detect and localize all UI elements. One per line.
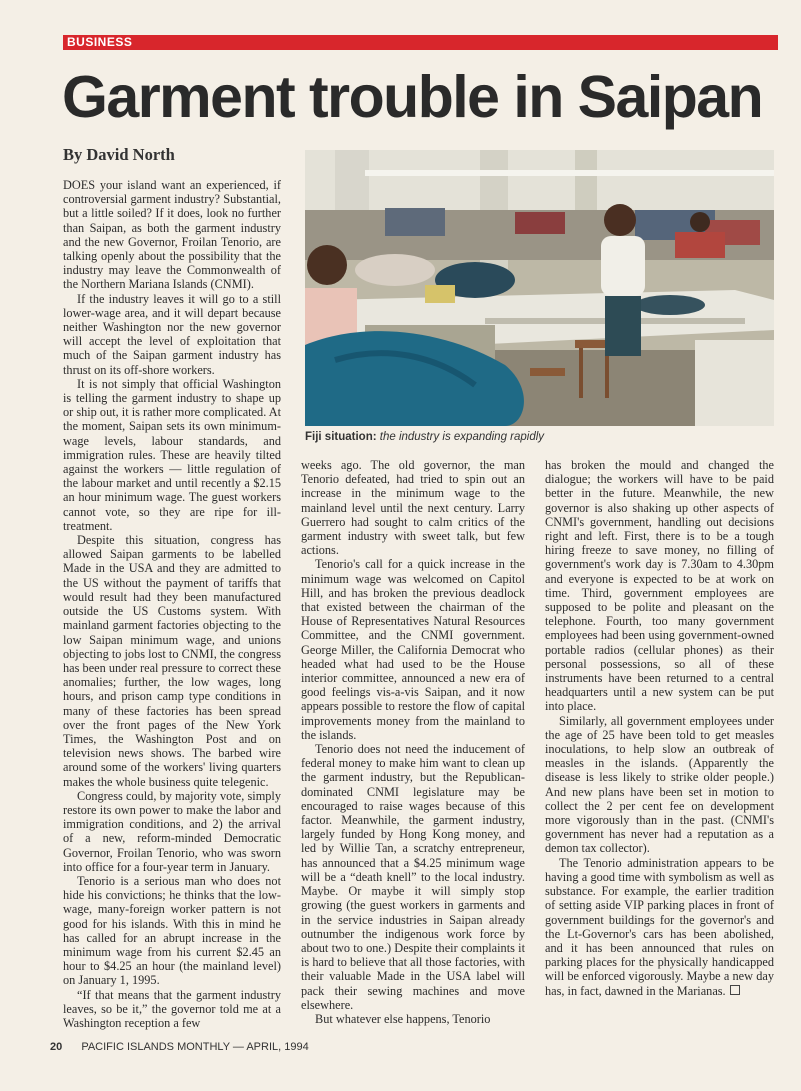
paragraph-last (545, 856, 774, 998)
article-photo (305, 150, 774, 426)
paragraph: “If that means that the garment industry leaves, so be it,” the governor told me at a Washington reception a few (63, 987, 281, 1030)
paragraph: Congress could, by majority vote, simply restore its own power to make the labor and immigration conditions, and 2) the arrival of a new, reform-minded Democratic Governor, Froilan Tenorio, who was sworn into office for a four-year term in January. (63, 788, 281, 874)
publication-line: PACIFIC ISLANDS MONTHLY — APRIL, 1994 (81, 1041, 309, 1053)
article-column-3 (545, 458, 774, 998)
page-footer (50, 1041, 309, 1053)
caption-text: the industry is expanding rapidly (376, 431, 545, 443)
paragraph: Tenorio is a serious man who does not hide his convictions; he thinks that the low-wage, many-foreign worker pattern is not good for his islands. With this in mind he has called for an abrupt increase in the minimum wage from his current $2.45 an hour to $4.25 an hour (the mainland level) on January 1, 1995. (63, 873, 281, 988)
end-mark-icon (730, 985, 740, 995)
page-number: 20 (50, 1041, 63, 1053)
paragraph: Similarly, all government employees under the age of 25 have been told to get measles inoculations, to help slow an outbreak of measles in the islands. (Apparently the disease is less likely to strike older people.) And new plans have been set in motion to collect the 2 per cent fee on development more vigorously than in the past. (CNMI's government has never had a reputation as a demon tax collector). (545, 713, 774, 856)
caption-label: Fiji situation: (305, 431, 377, 443)
paragraph: If the industry leaves it will go to a still lower-wage area, and it will depart because neither Washington nor the new governor will accept the level of exploitation that much of the Saipan garment industry has thrust on its off-shore workers. (63, 291, 281, 377)
section-banner (63, 35, 778, 50)
paragraph: weeks ago. The old governor, the man Tenorio defeated, had tried to spin out an increase in the minimum wage to the mainland level until the next century. Larry Guerrero had sought to calm critics of the garment industry with sweet talk, but few actions. (301, 458, 525, 558)
byline: By David North (63, 145, 175, 164)
paragraph: But whatever else happens, Tenorio (315, 1011, 491, 1026)
garment-factory-photo (305, 150, 774, 426)
paragraph: Despite this situation, congress has allowed Saipan garments to be labelled Made in the USA and they are admitted to the US without the payment of tariffs that would result had they been manufactured outside the US Customs system. With mainland garment factories objecting to the low Saipan minimum wage, and unions objecting to jobs lost to CNMI, the congress has been under real pressure to correct these anomalies; further, the low wages, long hours, and prison camp type conditions in many of these factories has been spread over the front pages of the New York Times, the Washington Post and on television news shows. The barbed wire around some of the workers' living quarters makes the whole business quite telegenic. (63, 533, 281, 789)
article-column-2 (301, 458, 525, 1026)
article-column-1 (63, 178, 281, 1030)
section-tag: BUSINESS (67, 35, 133, 49)
photo-caption (305, 431, 774, 443)
headline: Garment trouble in Saipan (62, 64, 763, 130)
paragraph: It is not simply that official Washington is telling the garment industry to shape up or ship out, it is rather more complicated. At the moment, Saipan sets its own minimum-wage levels, labour standards, and immigration rules. These are heavily tilted against the workers — little regulation of the labour market and until recently a $2.15 an hour minimum wage. The guest workers cannot vote, so they are ripe for ill-treatment. (63, 376, 281, 533)
paragraph-text: The Tenorio administration appears to be having a good time with symbolism as well as substance. For example, the earlier tradition of setting aside VIP parking places in front of government buildings for the governor's and the Lt-Governor's cars has been abolished, and it has been announced that rules on parking places for the physically handicapped will be enforced vigorously. Maybe a new day has, in fact, dawned in the Marianas. (545, 855, 774, 998)
paragraph: Tenorio's call for a quick increase in the minimum wage was welcomed on Capitol Hill, and has broken the previous deadlock that existed between the chairman of the House of Representatives Natural Resources Committee, and the CNMI government. George Miller, the California Democrat who headed what had used to be the House interior committee, announced a new era of good feelings vis-a-vis Saipan, and it now appears possible to restore the flow of capital improvements money from the mainland to the islands. (301, 557, 525, 742)
paragraph: has broken the mould and changed the dialogue; the workers will have to be paid better in the future. Meanwhile, the new governor is also shaking up other aspects of CNMI's government, handling out decisions right and left. First, there is to be a tough hiring freeze to save money, no filling of government's work day is 7.30am to 4.30pm and everyone is expected to be at work on time. Third, government employees are supposed to be polite and pleasant on the telephone. Fourth, too many government employees had been using government-owned portable radios (cellular phones) as their personal possessions, so all of these instruments have been returned to a central headquarters until a new system can be put into place. (545, 458, 774, 714)
paragraph: DOES your island want an experienced, if controversial garment industry? Substantial, but a little soiled? If it does, look no further than Saipan, as both the garment industry and the new Governor, Froilan Tenorio, are talking openly about the possibility that the industry may leave the Commonwealth of the Northern Mariana Islands (CNMI). (63, 178, 281, 292)
paragraph: Tenorio does not need the inducement of federal money to make him want to clean up the garment industry, but the Republican-dominated CNMI legislature may be encouraged to raise wages because of this factor. Meanwhile, the garment industry, largely funded by Hong Kong money, and led by Willie Tan, a scratchy entrepreneur, has announced that a $4.25 minimum wage will be a “death knell” to the local industry. Maybe. Or maybe it will simply stop growing (the guest workers in garments and in the service industries in Saipan already outnumber the indigenous work force by about two to one.) Despite their complaints it is hard to believe that all those factories, with their valuable Made in the USA label will pack their sewing machines and move elsewhere. (301, 742, 525, 1012)
